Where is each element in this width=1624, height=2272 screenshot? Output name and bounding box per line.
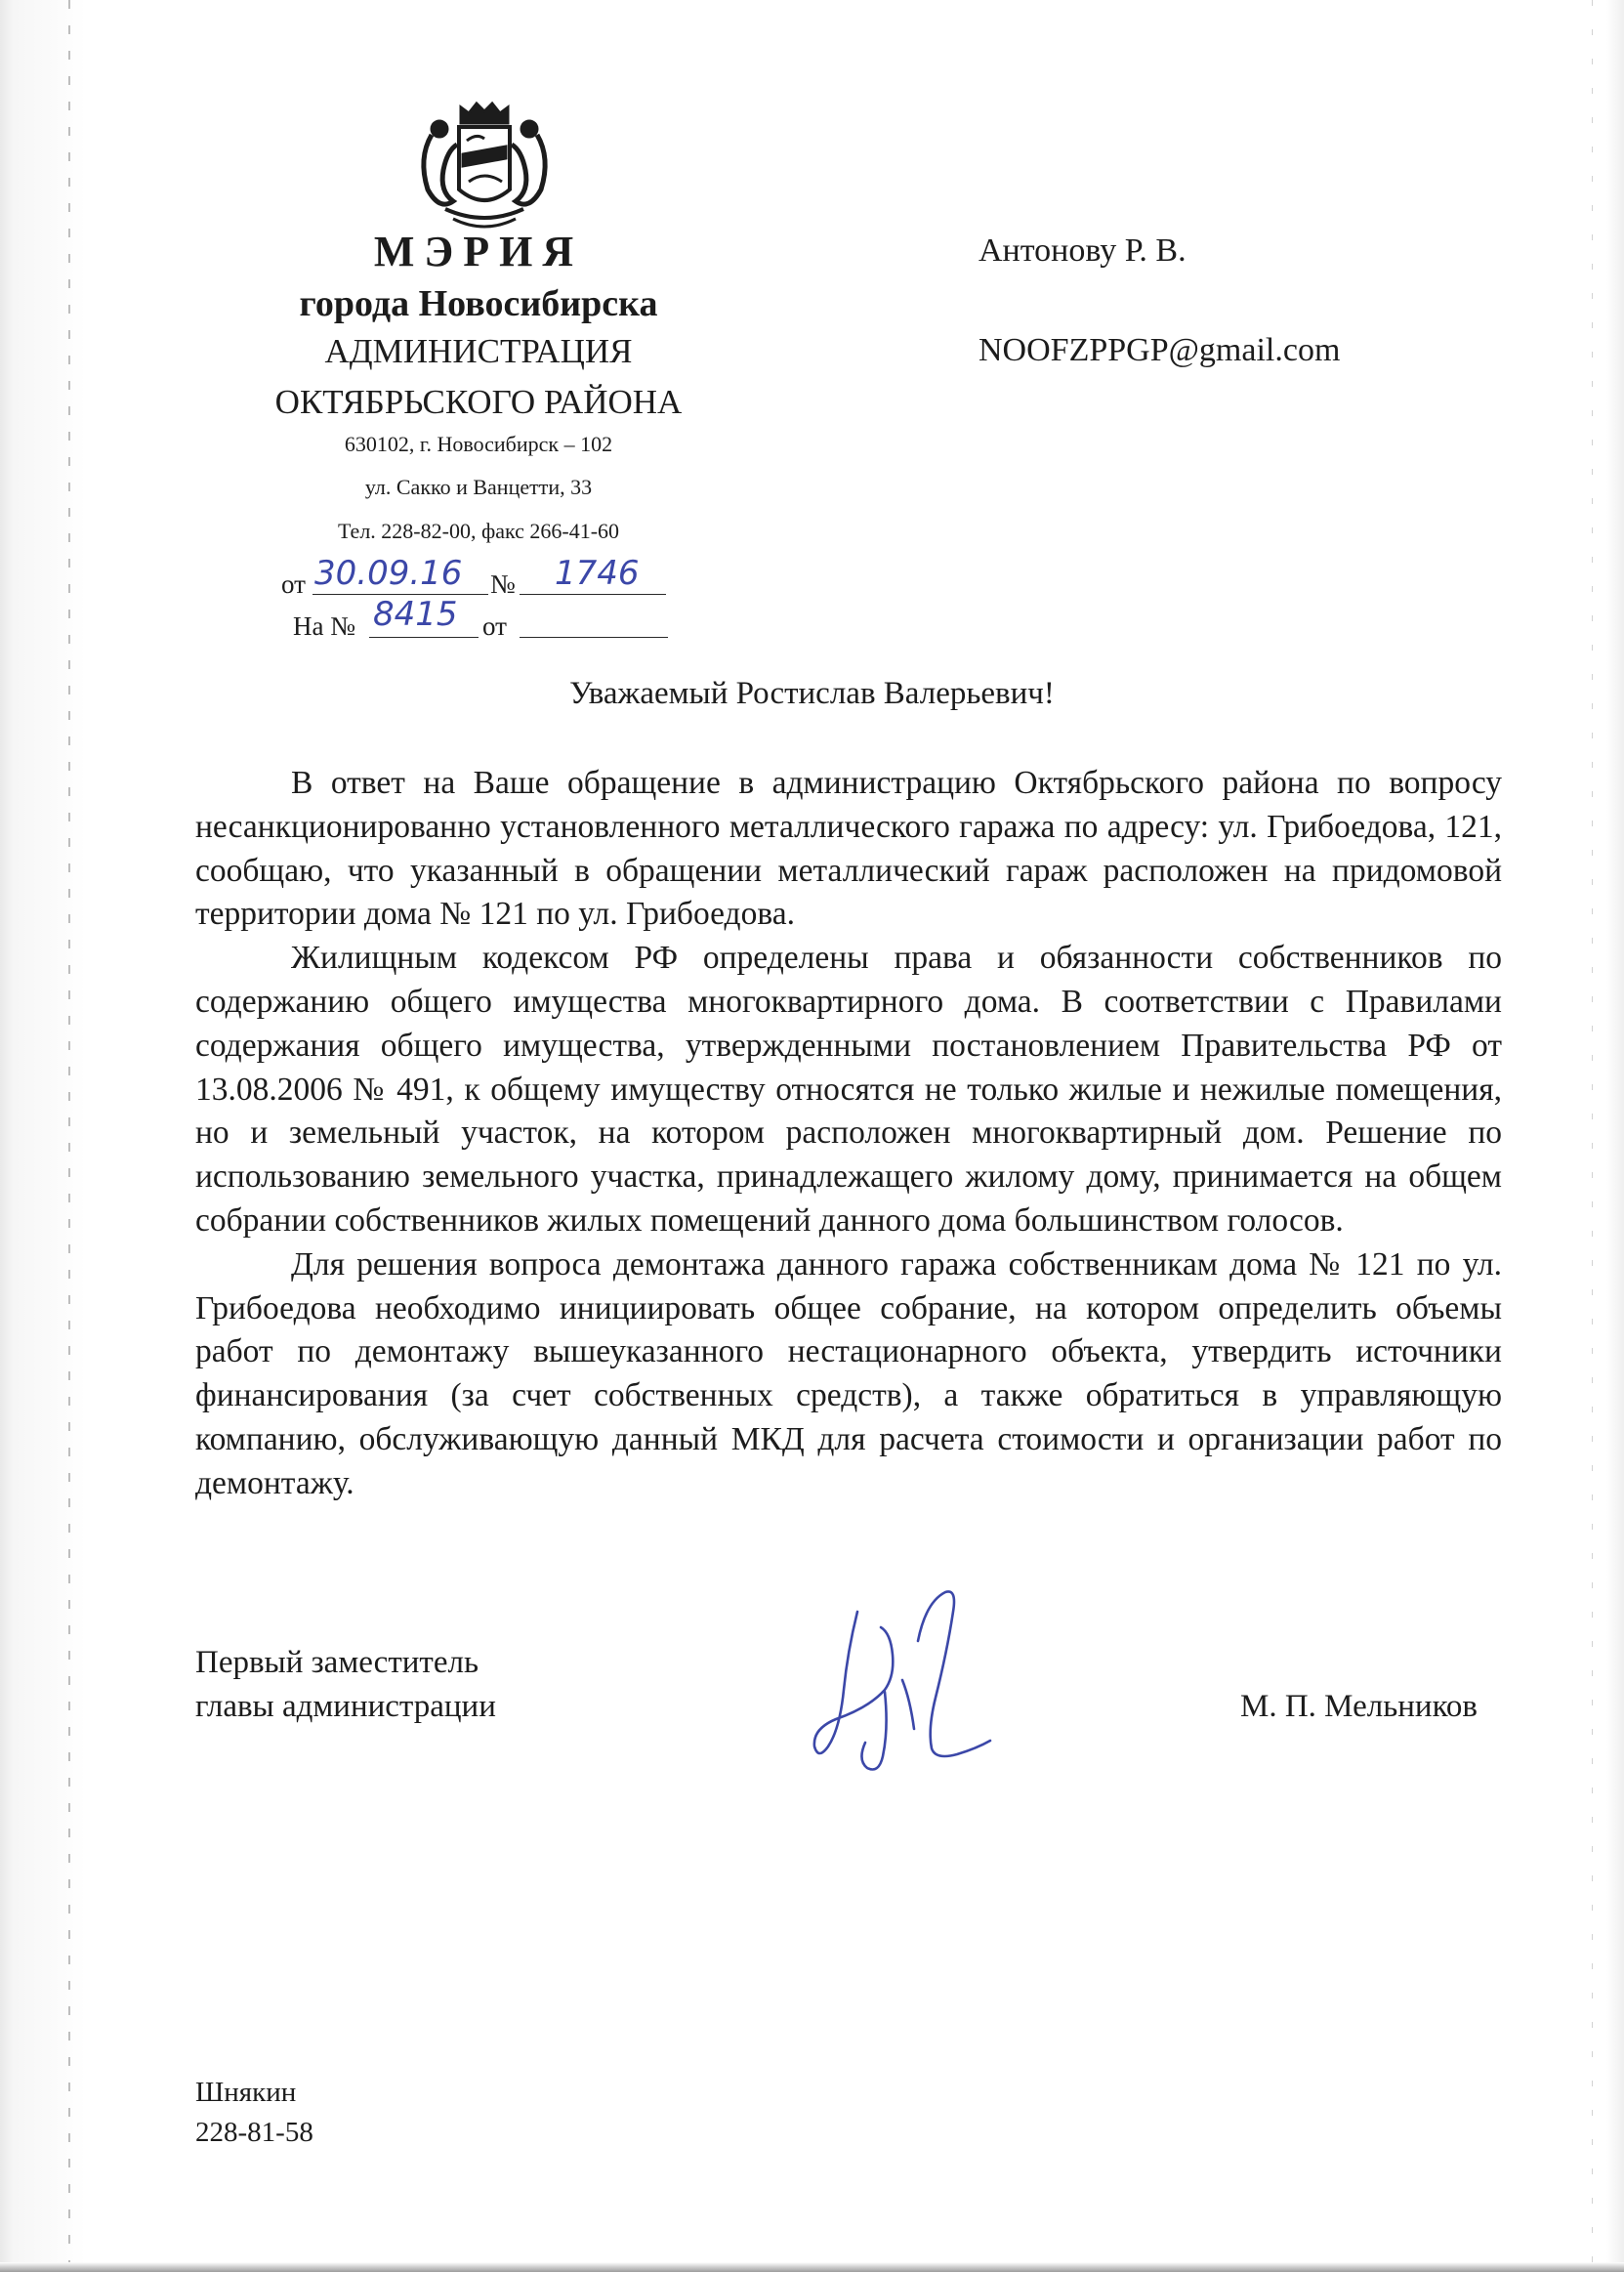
reply-number-line <box>369 637 479 638</box>
scan-artifact-line <box>68 0 70 2272</box>
addressee-name: Антонову Р. В. <box>979 232 1187 269</box>
scan-artifact-line <box>1592 0 1593 2272</box>
header-city-name: города Новосибирска <box>299 283 658 324</box>
header-district: ОКТЯБРЬСКОГО РАЙОНА <box>274 383 683 421</box>
paragraph-1: В ответ на Ваше обращение в администрацию Октябрьского района по вопросу несанкционированно установленного металлического гаража по адресу: ул. Грибоедова, 121, сообщаю, что указанный в обращении металлический гараж расположен на придомовой территории дома № 121 по ул. Грибоедова. <box>195 765 1502 933</box>
reg-number-handwritten: 1746 <box>555 554 640 593</box>
scan-edge-bottom <box>0 2262 1624 2272</box>
paragraph-2: Жилищным кодексом РФ определены права и обязанности собственников по содержанию общего имущества многоквартирного дома. В соответствии с Правилами содержания общего имущества, утвержденными постановлением Правительства РФ от 13.08.2006 № 491, к общему имуществу относятся не только жилые и нежилые помещения, но и земельный участок, на котором расположен многоквартирный дом. Решение по использованию земельного участка, принадлежащего жилому дому, принимается на общем собрании собственников жилых помещений данного дома большинством голосов. <box>195 940 1502 1239</box>
salutation: Уважаемый Ростислав Валерьевич! <box>569 676 1055 711</box>
novosibirsk-coat-of-arms-icon <box>410 96 559 242</box>
signer-position-line-1: Первый заместитель <box>195 1645 479 1680</box>
header-city-title: МЭРИЯ <box>373 228 584 275</box>
paragraph-3: Для решения вопроса демонтажа данного гаража собственникам дома № 121 по ул. Грибоедова необходимо инициировать общее собрание, на котором определить объемы работ по демонтажу вышеуказанного нестационарного объекта, утвердить источники финансирования (за счет собственных средств), а также обратиться в управляющую компанию, обслуживающую данный МКД для расчета стоимости и организации работ по демонтажу. <box>195 1245 1502 1501</box>
reply-from-label: от <box>482 611 507 641</box>
reply-number-handwritten: 8415 <box>373 595 458 634</box>
header-postal-address: 630102, г. Новосибирск – 102 <box>344 432 613 456</box>
reg-from-label: от <box>281 569 306 599</box>
reply-date-line <box>520 637 668 638</box>
scan-edge-left <box>0 0 86 2272</box>
signer-name: М. П. Мельников <box>1240 1689 1478 1724</box>
signer-position-line-2: главы администрации <box>195 1689 496 1724</box>
reg-date-handwritten: 30.09.16 <box>314 554 463 593</box>
header-administration: АДМИНИСТРАЦИЯ <box>324 332 633 370</box>
header-phone: Тел. 228-82-00, факс 266-41-60 <box>337 519 620 543</box>
reply-number-label: На № <box>293 611 355 641</box>
addressee-email: NOOFZPPGP@gmail.com <box>979 332 1341 368</box>
executor-info <box>195 2073 313 2153</box>
executor-phone: 228-81-58 <box>195 2117 313 2148</box>
handwritten-signature <box>801 1582 996 1788</box>
letter-body <box>195 762 1502 1506</box>
scan-edge-right <box>1606 0 1624 2272</box>
header-street-address: ул. Сакко и Ванцетти, 33 <box>364 475 593 499</box>
reg-number-line <box>520 594 666 595</box>
reg-number-label: № <box>490 569 516 599</box>
executor-name: Шнякин <box>195 2077 297 2108</box>
signer-position <box>195 1641 496 1729</box>
